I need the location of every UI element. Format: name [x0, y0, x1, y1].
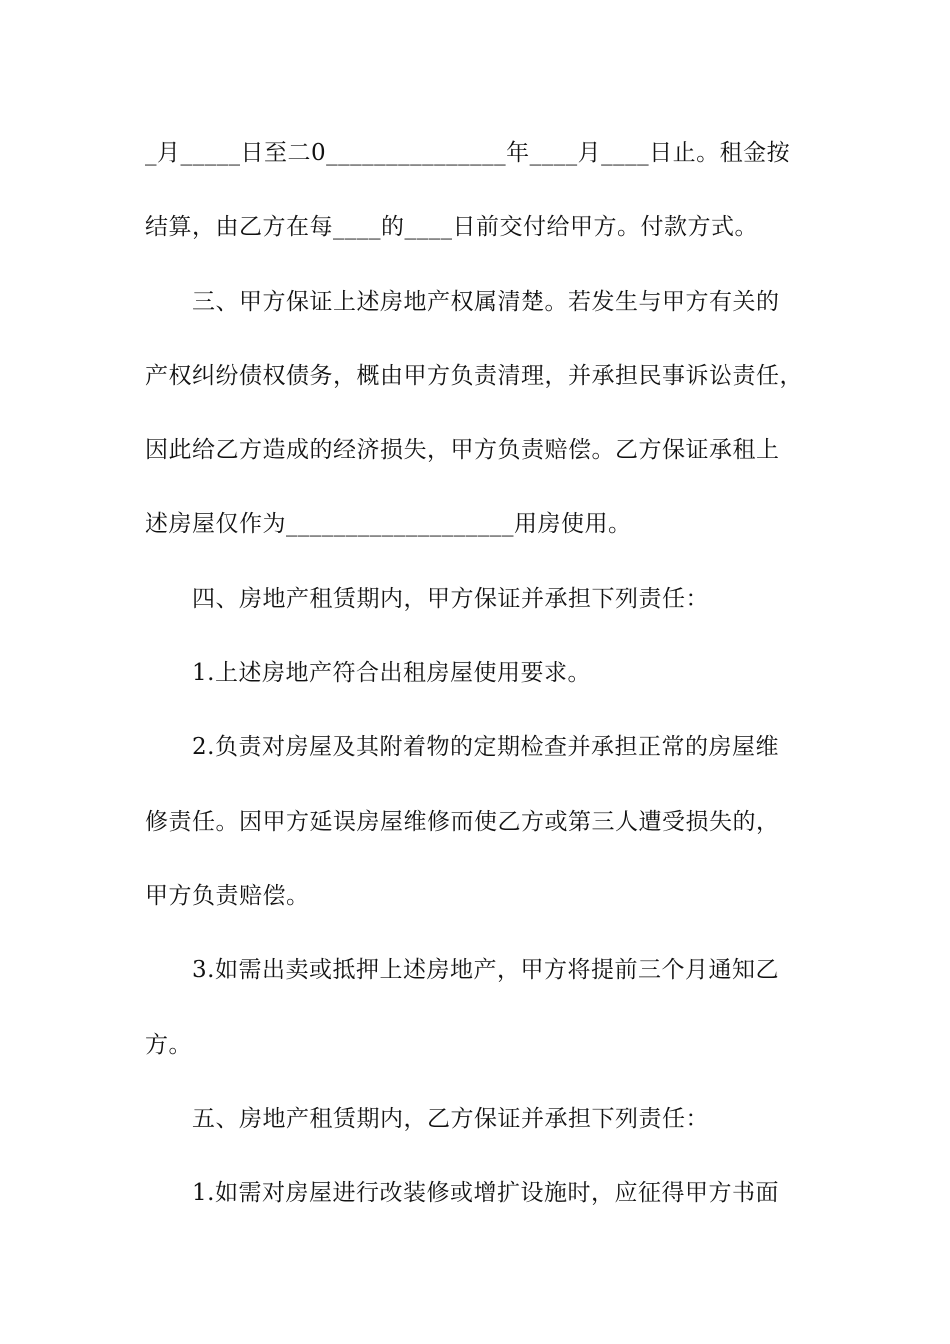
- text-line-7: 四、房地产租赁期内，甲方保证并承担下列责任：: [192, 585, 709, 612]
- text-line-4: 产权纠纷债权债务，概由甲方负责清理，并承担民事诉讼责任，: [145, 362, 803, 389]
- text-line-8: 1.上述房地产符合出租房屋使用要求。: [192, 660, 591, 687]
- document-body: [145, 128, 845, 1242]
- text-line-12: 3.如需出卖或抵押上述房地产，甲方将提前三个月通知乙: [192, 957, 779, 984]
- text-line-10: 修责任。因甲方延误房屋维修而使乙方或第三人遭受损失的，: [145, 808, 780, 835]
- text-line-3: 三、甲方保证上述房地产权属清楚。若发生与甲方有关的: [192, 288, 780, 315]
- text-line-11: 甲方负责赔偿。: [145, 882, 310, 909]
- text-line-5: 因此给乙方造成的经济损失，甲方负责赔偿。乙方保证承租上: [145, 437, 780, 464]
- text-line-14: 五、房地产租赁期内，乙方保证并承担下列责任：: [192, 1105, 709, 1132]
- text-line-1: _月_____日至二0_______________年____月____日止。租金按: [145, 140, 791, 166]
- text-line-9: 2.负责对房屋及其附着物的定期检查并承担正常的房屋维: [192, 734, 779, 761]
- text-line-6: 述房屋仅作为___________________用房使用。: [145, 511, 632, 538]
- text-line-15: 1.如需对房屋进行改装修或增扩设施时，应征得甲方书面: [192, 1180, 779, 1207]
- text-line-2: 结算，由乙方在每____的____日前交付给甲方。付款方式。: [145, 214, 758, 241]
- text-line-13: 方。: [145, 1031, 192, 1058]
